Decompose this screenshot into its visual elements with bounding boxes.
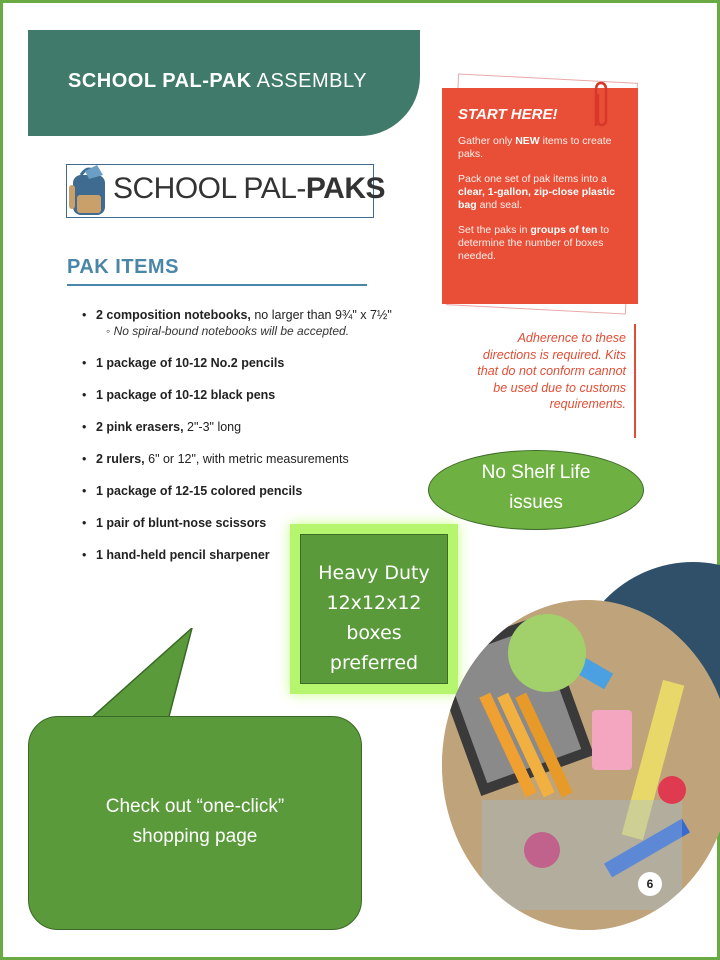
adherence-divider — [634, 324, 636, 438]
page-number: 6 — [638, 872, 662, 896]
shelf-life-line-2: issues — [509, 492, 563, 513]
callout-tail — [80, 628, 280, 728]
adherence-note: Adherence to these directions is required. Kits that do not conform cannot be used due to customs requirements. — [477, 331, 626, 411]
list-item: • 1 package of 10-12 No.2 pencils — [82, 355, 442, 387]
heavy-duty-inner-border — [300, 534, 448, 684]
shelf-life-line-1: No Shelf Life — [481, 462, 591, 483]
list-item: • 1 hand-held pencil sharpener — [82, 547, 442, 579]
list-item: • 2 composition notebooks, no larger than 9¾" x 7½" ◦ No spiral-bound notebooks will be accepted. — [82, 307, 442, 355]
start-step-1: Gather only NEW items to create paks. — [458, 135, 612, 160]
heavy-duty-line-1: Heavy Duty — [318, 562, 430, 584]
logo-text: SCHOOL PAL-PAKS — [113, 172, 386, 205]
paperclip-icon — [590, 80, 610, 130]
start-here-title: START HERE! — [458, 106, 558, 123]
list-item: • 1 package of 10-12 black pens — [82, 387, 442, 419]
backpack-icon — [67, 161, 113, 221]
start-step-2: Pack one set of pak items into a clear, 1-gallon, zip-close plastic bag and seal. — [458, 173, 615, 211]
header-banner — [28, 30, 420, 136]
list-item: • 2 rulers, 6" or 12", with metric measurements — [82, 451, 442, 483]
callout-line-1: Check out “one-click” — [105, 796, 285, 817]
heavy-duty-line-2: 12x12x12 boxes — [326, 592, 422, 644]
shopping-callout-text[interactable] — [28, 792, 362, 852]
heading-divider — [67, 284, 367, 286]
shelf-life-ellipse — [428, 450, 644, 530]
pak-items-heading: PAK ITEMS — [67, 256, 179, 278]
heavy-duty-line-3: preferred — [329, 652, 419, 674]
heavy-duty-box-note — [290, 524, 458, 694]
list-item: • 1 package of 12-15 colored pencils — [82, 483, 442, 515]
list-item: • 1 pair of blunt-nose scissors — [82, 515, 442, 547]
list-item: • 2 pink erasers, 2"-3" long — [82, 419, 442, 451]
callout-line-2: shopping page — [132, 826, 258, 847]
start-step-3: Set the paks in groups of ten to determine the number of boxes needed. — [458, 224, 610, 262]
page-title: SCHOOL PAL-PAK ASSEMBLY — [68, 70, 367, 92]
logo — [66, 164, 386, 218]
decorative-circle-green — [508, 614, 586, 692]
